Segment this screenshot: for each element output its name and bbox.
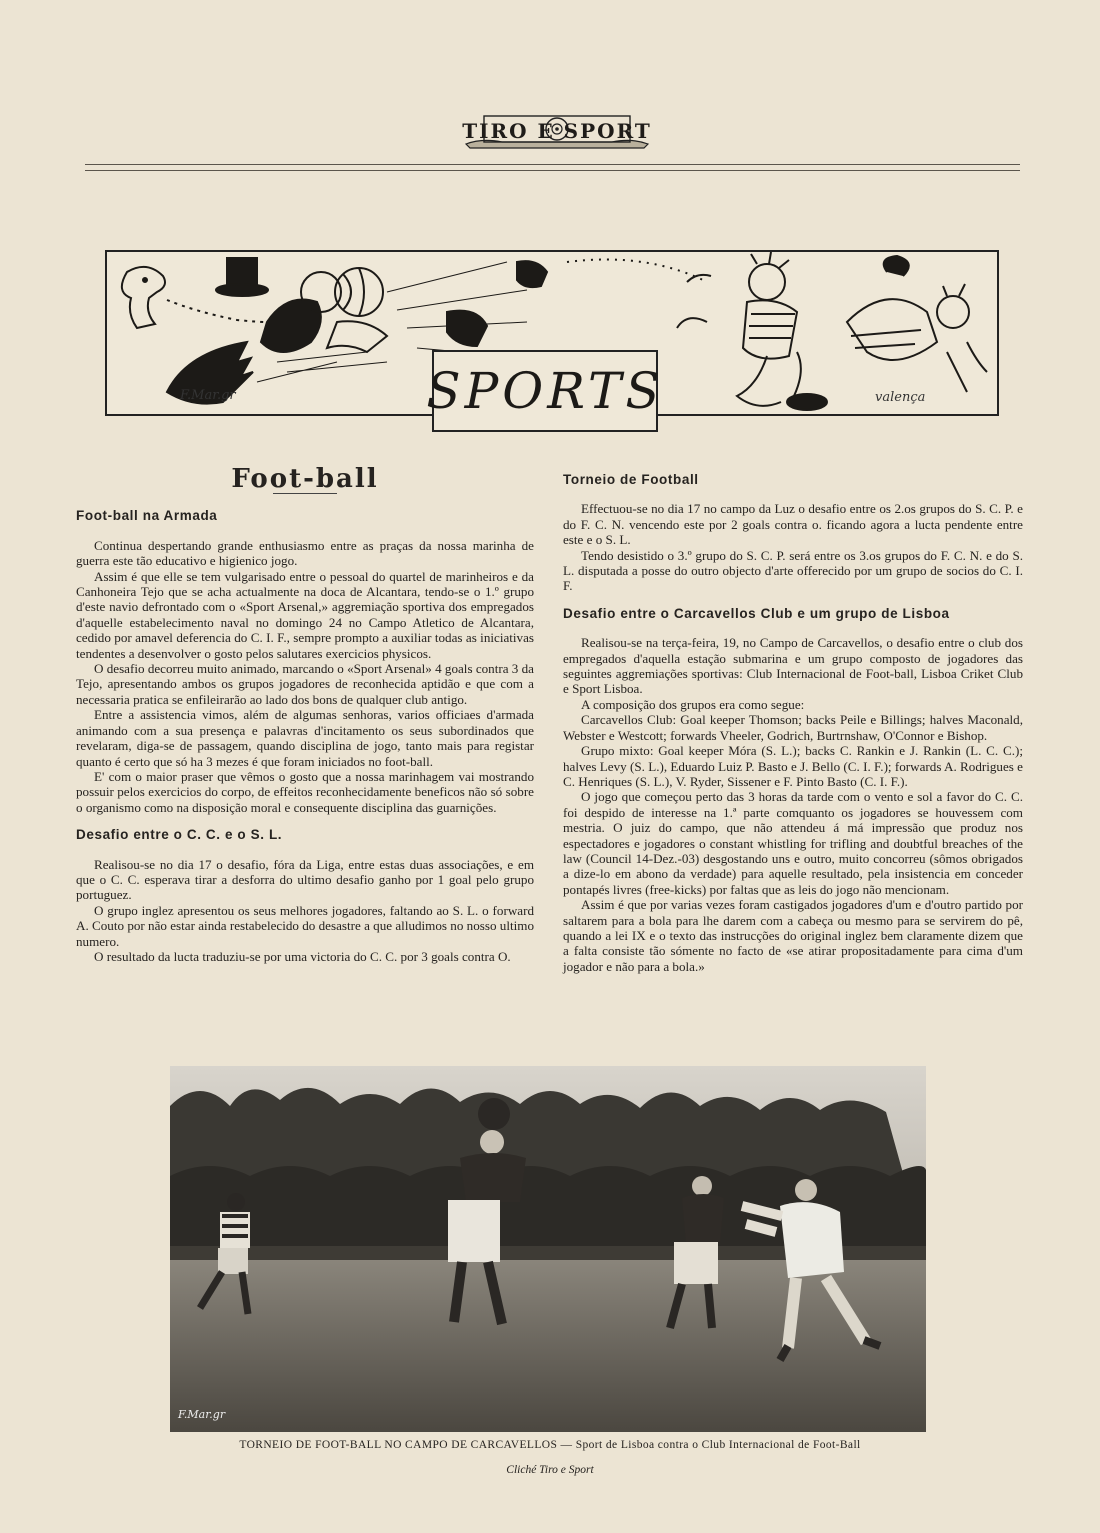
paragraph: Assim é que por varias vezes foram castigados jogadores d'um e d'outro partido por saltarem para a bola para lhe darem com a cabeça ou mesmo para se servirem do pê, quando a lei IX e o texto das instrucções do original inglez bem claramente dizem que a falta consiste tão sómente no facto de «se atirar propositadamente para cima d'um jogador e não para a bola.» — [563, 897, 1023, 974]
masthead-logo — [462, 110, 652, 152]
left-column — [76, 464, 534, 964]
banner-signature-right: valença — [875, 390, 926, 405]
heading-desafio-carcavellos: Desafio entre o Carcavellos Club e um grupo de Lisboa — [563, 605, 950, 621]
photo-image-icon — [170, 1066, 926, 1432]
paragraph: Carcavellos Club: Goal keeper Thomson; backs Peile e Billings; halves Maconald, Webster e Westcott; forwards Vheeler, Godrich, Burtrnshaw, O'Connor e Bishop. — [563, 712, 1023, 743]
paragraph: Entre a assistencia vimos, além de algumas senhoras, varios officiaes d'armada animando com a sua presença e palavras d'incitamento os seus subordinados que revelaram, diga-se de passagem, quando disciplina de jogo, tanto mais para registar quanto é certo que só ha 3 mezes é que foram iniciados no foot-ball. — [76, 707, 534, 769]
football-match-photo — [170, 1066, 926, 1432]
heading-desafio-cc-sl: Desafio entre o C. C. e o S. L. — [76, 827, 283, 843]
paragraph: E' com o maior praser que vêmos o gosto que a nossa marinhagem vai mostrando possuir pelos exercicios do corpo, de effeitos reconhecidamente beneficos não só sobre o organismo como na disposição moral e consequente disciplina das guarnições. — [76, 768, 534, 815]
paragraph: Realisou-se no dia 17 o desafio, fóra da Liga, entre estas duas associações, e em que o C. C. esperava tirar a desforra do ultimo desafio ganho por 1 goal pelo grupo portuguez. — [76, 856, 534, 903]
paragraph: A composição dos grupos era como segue: — [581, 696, 805, 712]
paragraph: Grupo mixto: Goal keeper Móra (S. L.); backs C. Rankin e J. Rankin (L. C. C.); halves Levy (S. L.), Eduardo Luiz P. Basto e J. Bello (C. I. F.); forwards A. Rodrigues e C. Henriques (S. L.), V. Ryder, Sissener e F. Pinto Basto (C. I. F.). — [563, 743, 1023, 789]
masthead-text: TIRO E SPORT — [462, 119, 652, 143]
top-rule — [85, 164, 1020, 165]
paragraph: Assim é que elle se tem vulgarisado entre o pessoal do quartel de marinheiros e da Canhoneira Tejo que se acha actualmente na doca de Alcantara, tendo-se o 1.º grupo d'este navio defrontado com o «Sport Arsenal,» aggremiação sportiva dos empregados d'aquelle estabelecimento naval no domingo 24 no Campo Atletico de Alcantara, cedido por amavel deferencia do C. I. F., sempre prompto a auxiliar todas as iniciativas tendentes a desenvolver o gosto pelos salutares exercicios physicos. — [76, 568, 534, 661]
sports-title-box — [426, 350, 664, 432]
photo-credit: Cliché Tiro e Sport — [506, 1464, 594, 1476]
photo-caption: TORNEIO DE FOOT-BALL NO CAMPO DE CARCAVELLOS — Sport de Lisboa contra o Club Internacional de Foot-Ball — [239, 1439, 861, 1451]
paragraph: Realisou-se na terça-feira, 19, no Campo de Carcavellos, o desafio entre o club dos empregados d'aquella estação submarina e um grupo composto de jogadores das seguintes aggremiações sportivas: Club Internacional de Foot-ball, Lisboa Criket Club e Sport Lisboa. — [563, 635, 1023, 697]
paragraph: O jogo que começou perto das 3 horas da tarde com o vento e sol a favor do C. C. foi despido de interesse na 1.ª parte comquanto os jogadores se houvessem com mestria. O juiz do campo, que não attendeu á má impressão que produz nos espectadores e jogadores o constant whistling for trifling and doubtful breaches of the law (Council 14-Dez.-03) desgostando uns e outro, muito concorreu (sômos obrigados a dize-lo em abono da verdade) para aquelle resultado, pela insistencia em conceder pontapés livres (free-kicks) por faltas que as leis do jogo não mencionam. — [563, 789, 1023, 897]
heading-torneio-football: Torneio de Football — [563, 472, 699, 487]
section-title-football: Foot-ball — [231, 464, 379, 494]
paragraph: Tendo desistido o 3.º grupo do S. C. P. será entre os 3.os grupos do F. C. N. e do S. L. disputada a posse do outro objecto d'arte offerecido por um grupo de socios do C. I. F. — [563, 547, 1023, 594]
right-column — [563, 472, 1023, 974]
paragraph: O resultado da lucta traduziu-se por uma victoria do C. C. por 3 goals contra O. — [94, 948, 511, 964]
heading-football-na-armada: Foot-ball na Armada — [76, 508, 218, 524]
sports-title: SPORTS — [426, 362, 664, 420]
top-rule-second — [85, 170, 1020, 171]
photo-signature: F.Mar.gr — [178, 1408, 226, 1421]
paragraph: Effectuou-se no dia 17 no campo da Luz o desafio entre os 2.os grupos do S. C. P. e do F. C. N. vencendo este por 2 goals contra o. ficando agora a lucta pendente entre este e o S. L. — [563, 501, 1023, 548]
banner-signature-left: F.Mar.gr — [180, 388, 236, 403]
paragraph: O grupo inglez apresentou os seus melhores jogadores, faltando ao S. L. o forward A. Couto por não estar ainda restabelecido do desastre a que alludimos no nosso ultimo numero. — [76, 902, 534, 949]
paragraph: Continua despertando grande enthusiasmo entre as praças da nossa marinha de guerra este tão educativo e higienico jogo. — [76, 537, 534, 569]
paragraph: O desafio decorreu muito animado, marcando o «Sport Arsenal» 4 goals contra 3 da Tejo, apresentando ambos os grupos jogadores de reconhecida aptidão e que com a necessaria pratica se enfileirarão ao lado dos bons de qualquer club antigo. — [76, 661, 534, 707]
